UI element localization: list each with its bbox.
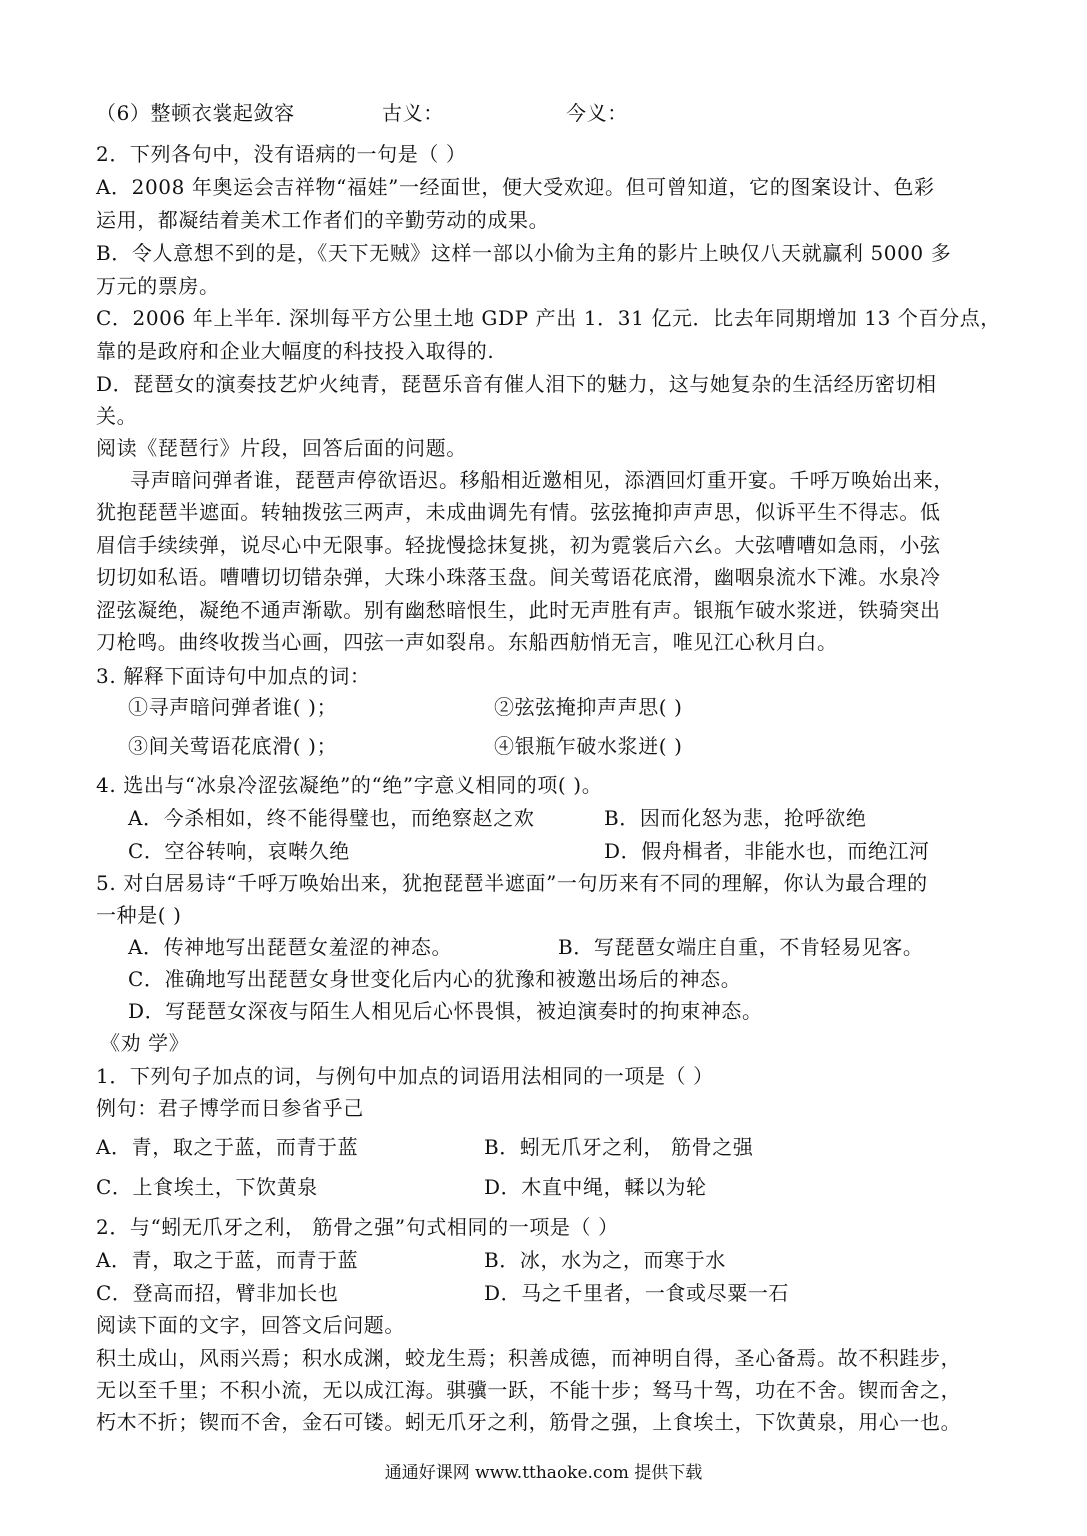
- q5-option-b: B．写琵琶女端庄自重，不肯轻易见客。: [558, 935, 924, 959]
- quanxue-q2-option-b: B．冰，水为之，而寒于水: [484, 1248, 726, 1272]
- pipa-passage-line2: 犹抱琵琶半遮面。转轴拨弦三两声，未成曲调先有情。弦弦掩抑声声思，似诉平生不得志。低: [96, 500, 941, 524]
- q2-option-d-line1: D．琵琶女的演奏技艺炉火纯青，琵琶乐音有催人泪下的魅力，这与她复杂的生活经历密切相: [96, 372, 937, 396]
- q3-item-4: ④银瓶乍破水浆迸( ): [494, 734, 683, 758]
- quanxue-q2-stem: 2．与“蚓无爪牙之利， 筋骨之强”句式相同的一项是（ ）: [96, 1215, 619, 1239]
- pipa-passage-line5: 涩弦凝绝，凝绝不通声渐歇。别有幽愁暗恨生，此时无声胜有声。银瓶乍破水浆迸，铁骑突出: [96, 598, 941, 622]
- pipa-passage-line3: 眉信手续续弹，说尽心中无限事。轻拢慢捻抹复挑，初为霓裳后六幺。大弦嘈嘈如急雨，小弦: [96, 533, 941, 557]
- q4-option-d: D．假舟楫者，非能水也，而绝江河: [604, 839, 930, 863]
- q2-stem: 2．下列各句中，没有语病的一句是（ ）: [96, 142, 467, 166]
- quanxue-title: 《劝 学》: [100, 1031, 190, 1055]
- quanxue-text-line3: 朽木不折；锲而不舍，金石可镂。蚓无爪牙之利，筋骨之强，上食埃土，下饮黄泉，用心一也。: [96, 1410, 962, 1434]
- q3-item-3: ③间关莺语花底滑( )；: [128, 734, 338, 758]
- pipa-passage-line1: 寻声暗问弹者谁，琵琶声停欲语迟。移船相近邀相见，添酒回灯重开宴。千呼万唤始出来，: [130, 468, 954, 492]
- quanxue-q2-option-d: D．马之千里者，一食或尽粟一石: [484, 1281, 790, 1305]
- q6-gu-label: 古义：: [382, 101, 444, 125]
- q6-jin-label: 今义：: [566, 101, 628, 125]
- q3-item-2: ②弦弦掩抑声声思( ): [494, 695, 683, 719]
- q3-item-1: ①寻声暗问弹者谁( )；: [128, 695, 338, 719]
- q4-option-c: C．空谷转响，哀啭久绝: [128, 839, 350, 863]
- quanxue-text-line1: 积土成山，风雨兴焉；积水成渊，蛟龙生焉；积善成德，而神明自得，圣心备焉。故不积跬步，: [96, 1346, 962, 1370]
- quanxue-text-line2: 无以至千里；不积小流，无以成江海。骐骥一跃，不能十步；驽马十驾，功在不舍。锲而舍之，: [96, 1378, 962, 1402]
- q4-option-a: A．今杀相如，终不能得璧也，而绝察赵之欢: [128, 806, 535, 830]
- quanxue-q1-stem: 1．下列句子加点的词，与例句中加点的词语用法相同的一项是（ ）: [96, 1064, 714, 1088]
- quanxue-q1-option-b: B．蚓无爪牙之利， 筋骨之强: [484, 1135, 754, 1159]
- q2-option-c-line2: 靠的是政府和企业大幅度的科技投入取得的.: [96, 339, 495, 363]
- q6-label: （6）整顿衣裳起敛容: [96, 101, 295, 125]
- q5-stem-line1: 5. 对白居易诗“千呼万唤始出来，犹抱琵琶半遮面”一句历来有不同的理解，你认为最合理的: [96, 871, 928, 895]
- q4-stem: 4. 选出与“冰泉冷涩弦凝绝”的“绝”字意义相同的项( )。: [96, 773, 603, 797]
- quanxue-q1-example: 例句：君子博学而日参省乎己: [96, 1096, 364, 1120]
- q2-option-a-line2: 运用，都凝结着美术工作者们的辛勤劳动的成果。: [96, 208, 550, 232]
- pipa-passage-line4: 切切如私语。嘈嘈切切错杂弹，大珠小珠落玉盘。间关莺语花底滑，幽咽泉流水下滩。水泉冷: [96, 565, 941, 589]
- pipa-intro: 阅读《琵琶行》片段，回答后面的问题。: [96, 436, 467, 460]
- q5-option-a: A．传神地写出琵琶女羞涩的神态。: [128, 935, 453, 959]
- q2-option-c-line1: C．2006 年上半年. 深圳每平方公里土地 GDP 产出 1．31 亿元．比去年同期增加 13 个百分点，: [96, 306, 1001, 330]
- q5-stem-line2: 一种是( ): [96, 903, 182, 927]
- page-footer: 通通好课网 www.tthaoke.com 提供下载: [384, 1463, 703, 1483]
- q4-option-b: B．因而化怒为悲，抢呼欲绝: [604, 806, 867, 830]
- quanxue-q2-option-c: C．登高而招，臂非加长也: [96, 1281, 339, 1305]
- quanxue-q2-option-a: A．青，取之于蓝，而青于蓝: [96, 1248, 359, 1272]
- quanxue-q1-option-c: C．上食埃土，下饮黄泉: [96, 1175, 318, 1199]
- quanxue-q1-option-a: A．青，取之于蓝，而青于蓝: [96, 1135, 359, 1159]
- q2-option-b-line1: B．令人意想不到的是，《天下无贼》这样一部以小偷为主角的影片上映仅八天就赢利 5000 多: [96, 241, 952, 265]
- quanxue-read-intro: 阅读下面的文字，回答文后问题。: [96, 1313, 405, 1337]
- q2-option-b-line2: 万元的票房。: [96, 274, 220, 298]
- q2-option-a-line1: A．2008 年奥运会吉祥物“福娃”一经面世，便大受欢迎。但可曾知道，它的图案设计、色彩: [96, 175, 935, 199]
- q5-option-c: C．准确地写出琵琶女身世变化后内心的犹豫和被邀出场后的神态。: [128, 967, 742, 991]
- q2-option-d-line2: 关。: [96, 404, 138, 428]
- q3-stem: 3. 解释下面诗句中加点的词：: [96, 664, 371, 688]
- q5-option-d: D．写琵琶女深夜与陌生人相见后心怀畏惧，被迫演奏时的拘束神态。: [128, 999, 763, 1023]
- pipa-passage-line6: 刀枪鸣。曲终收拨当心画，四弦一声如裂帛。东船西舫悄无言，唯见江心秋月白。: [96, 630, 838, 654]
- quanxue-q1-option-d: D．木直中绳，輮以为轮: [484, 1175, 707, 1199]
